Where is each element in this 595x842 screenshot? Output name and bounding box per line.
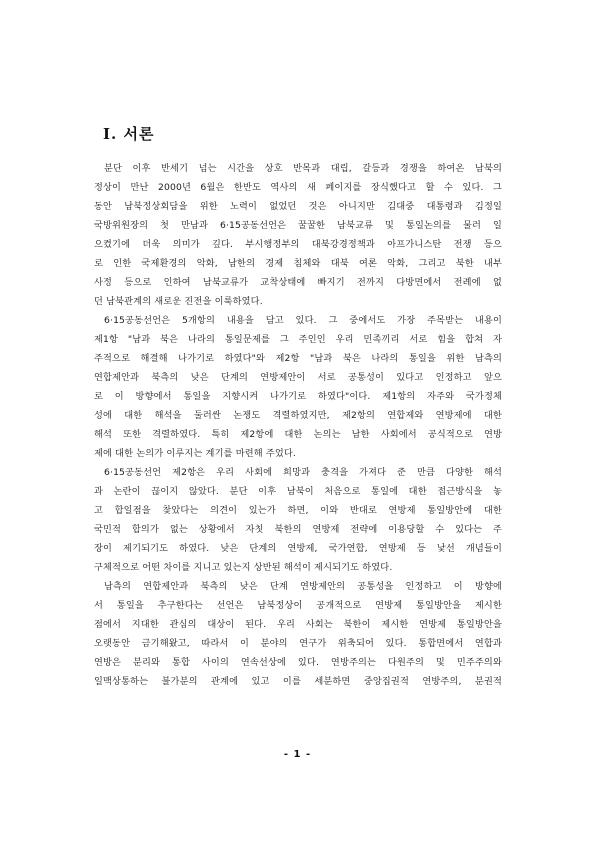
text-line: 해석 또한 격렬하였다. 특히 제2항에 대한 논의는 남한 사회에서 공식적으로 연방: [94, 429, 502, 440]
text-line: 주적으로 해결해 나가기로 하였다"와 제2항 "남과 북은 나라의 통일을 위한 남측의: [94, 353, 502, 364]
paragraph-1: [94, 159, 502, 311]
text-line: 로 인한 국제환경의 악화, 남한의 경제 침체와 대북 여론 악화, 그리고 북한 내부: [94, 258, 502, 269]
text-line: 남측의 연합제안과 북측의 낮은 단계 연방제안의 공통성을 인정하고 이 방향에: [104, 581, 502, 592]
text-line: 성에 대한 해석을 둘러싼 논쟁도 격렬하였지만, 제2항의 연합제와 연방제에 대한: [94, 410, 502, 421]
text-line: 제1항 "남과 북은 나라의 통일문제를 그 주인인 우리 민족끼리 서로 힘을 합쳐 자: [94, 334, 502, 345]
body-text: [94, 159, 502, 691]
text-line: 오랫동안 금기해왔고, 따라서 이 분야의 연구가 위축되어 있다. 통합면에서 연합과: [94, 638, 502, 649]
text-line: 6·15공동선언 제2항은 우리 사회에 희망과 충격을 가져다 준 만큼 다양한 해석: [104, 467, 502, 478]
text-line: 연합제안과 북측의 낮은 단계의 연방제안이 서로 공통성이 있다고 인정하고 앞으: [94, 372, 502, 383]
section-title: Ⅰ. 서론: [103, 125, 155, 143]
paragraph-2: [94, 311, 502, 463]
text-line: 으켰기에 더욱 의미가 깊다. 부시행정부의 대북강경정책과 아프가니스탄 전쟁 등으: [94, 239, 502, 250]
text-line: 연방은 분리와 통합 사이의 연속선상에 있다. 연방주의는 다원주의 및 민주주의와: [94, 657, 502, 668]
paragraph-4: [94, 577, 502, 691]
text-line: 서 통일을 추구한다는 선언은 남북정상이 공개적으로 연방제 통일방안을 제시한: [94, 600, 502, 611]
text-line: 정상이 만난 2000년 6월은 한반도 역사의 새 페이지를 장식했다고 할 수 있다. 그: [94, 182, 502, 193]
text-line: 로 이 방향에서 통일을 지향시켜 나가기로 하였다"이다. 제1항의 자주와 국가정체: [94, 391, 502, 402]
text-line: 과 논란이 끊이지 않았다. 분단 이후 남북이 처음으로 통일에 대한 접근방식을 놓: [94, 486, 502, 497]
text-line: 일맥상통하는 불가분의 관계에 있고 이를 세분하면 중앙집권적 연방주의, 분권적: [94, 676, 502, 687]
text-line: 동안 남북정상회담을 위한 노력이 없었던 것은 아니지만 김대중 대통령과 김정일: [94, 201, 502, 212]
text-line: 구체적으로 어떤 차이를 지니고 있는지 상반된 해석이 제시되기도 하였다.: [94, 562, 393, 573]
page-number: - 1 -: [283, 749, 312, 760]
text-line: 장이 제기되기도 하였다. 낮은 단계의 연방제, 국가연합, 연방제 등 낯선 개념들이: [94, 543, 502, 554]
text-line: 국방위원장의 첫 만남과 6·15공동선언은 꿀꿀한 남북교류 및 통일논의를 물러 일: [94, 220, 502, 231]
text-line: 사정 등으로 인하여 남북교류가 교착상태에 빠지기 전까지 다방면에서 전례에 없: [94, 277, 502, 288]
text-line: 점에서 지대한 관심의 대상이 된다. 우리 사회는 북한이 제시한 연방제 통일방안을: [94, 619, 502, 630]
text-line: 던 남북관계의 새로운 진전을 이룩하였다.: [94, 296, 263, 307]
paragraph-3: [94, 463, 502, 577]
text-line: 분단 이후 반세기 넘는 시간을 상호 반목과 대립, 갈등과 경쟁을 하여온 남북의: [104, 163, 502, 174]
text-line: 국민적 합의가 없는 상황에서 자칫 북한의 연방제 전략에 이용당할 수 있다는 주: [94, 524, 502, 535]
text-line: 6·15공동선언은 5개항의 내용을 담고 있다. 그 중에서도 가장 주목받는 내용이: [104, 315, 502, 326]
text-line: 고 합일점을 찾았다는 의견이 있는가 하면, 이와 반대로 연방제 통일방안에 대한: [94, 505, 502, 516]
text-line: 제에 대한 논의가 이루지는 계기를 마련해 주었다.: [94, 448, 296, 459]
